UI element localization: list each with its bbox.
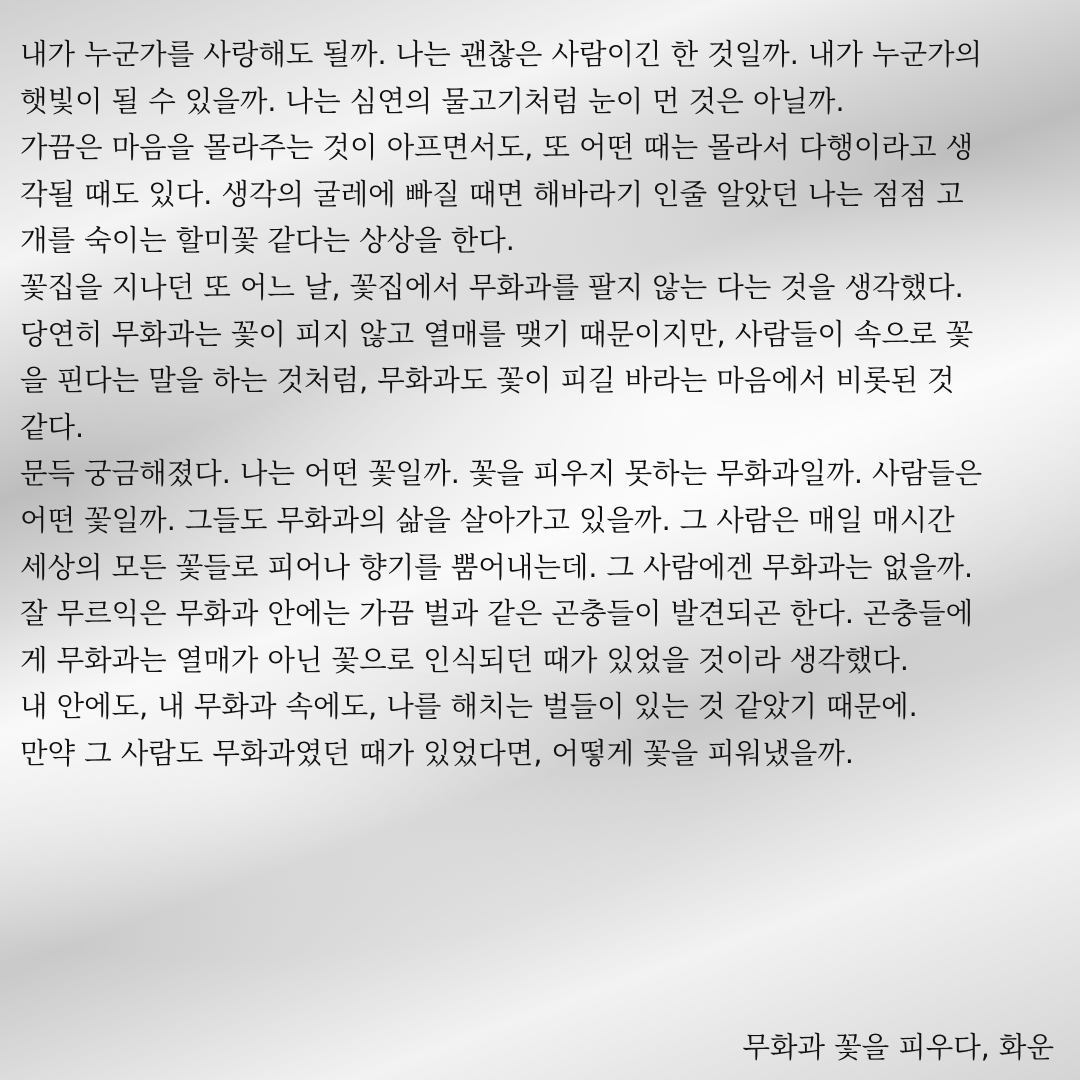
essay-signature: 무화과 꽃을 피우다, 화운: [742, 1031, 1054, 1064]
essay-line: 같다.: [20, 410, 85, 444]
essay-line: 만약 그 사람도 무화과였던 때가 있었다면, 어떻게 꽃을 피워냈을까.: [20, 736, 854, 770]
essay-line: 어떤 꽃일까. 그들도 무화과의 삶을 살아가고 있을까. 그 사람은 매일 매시간: [20, 503, 955, 537]
essay-line: 당연히 무화과는 꽃이 피지 않고 열매를 맺기 때문이지만, 사람들이 속으로 꽃: [20, 317, 974, 351]
essay-line: 개를 숙이는 할미꽃 같다는 상상을 한다.: [20, 224, 515, 258]
essay-line: 가끔은 마음을 몰라주는 것이 아프면서도, 또 어떤 때는 몰라서 다행이라고 생: [20, 131, 974, 165]
essay-line: 내가 누군가를 사랑해도 될까. 나는 괜찮은 사람이긴 한 것일까. 내가 누군가의: [20, 38, 983, 71]
essay-line: 내 안에도, 내 무화과 속에도, 나를 해치는 벌들이 있는 것 같았기 때문에.: [20, 690, 918, 724]
essay-line: 세상의 모든 꽃들로 피어나 향기를 뿜어내는데. 그 사람에겐 무화과는 없을까.: [20, 550, 974, 584]
essay-line: 문득 궁금해졌다. 나는 어떤 꽃일까. 꽃을 피우지 못하는 무화과일까. 사람들은: [20, 457, 983, 491]
essay-line: 꽃집을 지나던 또 어느 날, 꽃집에서 무화과를 팔지 않는 다는 것을 생각했다.: [20, 270, 964, 304]
essay-body: [20, 32, 1070, 778]
essay-line: 각될 때도 있다. 생각의 굴레에 빠질 때면 해바라기 인줄 알았던 나는 점점 고: [20, 177, 964, 211]
essay-line: 잘 무르익은 무화과 안에는 가끔 벌과 같은 곤충들이 발견되곤 한다. 곤충들에: [20, 597, 974, 631]
essay-line: 게 무화과는 열매가 아닌 꽃으로 인식되던 때가 있었을 것이라 생각했다.: [20, 643, 909, 677]
essay-line: 을 핀다는 말을 하는 것처럼, 무화과도 꽃이 피길 바라는 마음에서 비롯된 것: [20, 364, 955, 398]
essay-line: 햇빛이 될 수 있을까. 나는 심연의 물고기처럼 눈이 먼 것은 아닐까.: [20, 84, 845, 118]
